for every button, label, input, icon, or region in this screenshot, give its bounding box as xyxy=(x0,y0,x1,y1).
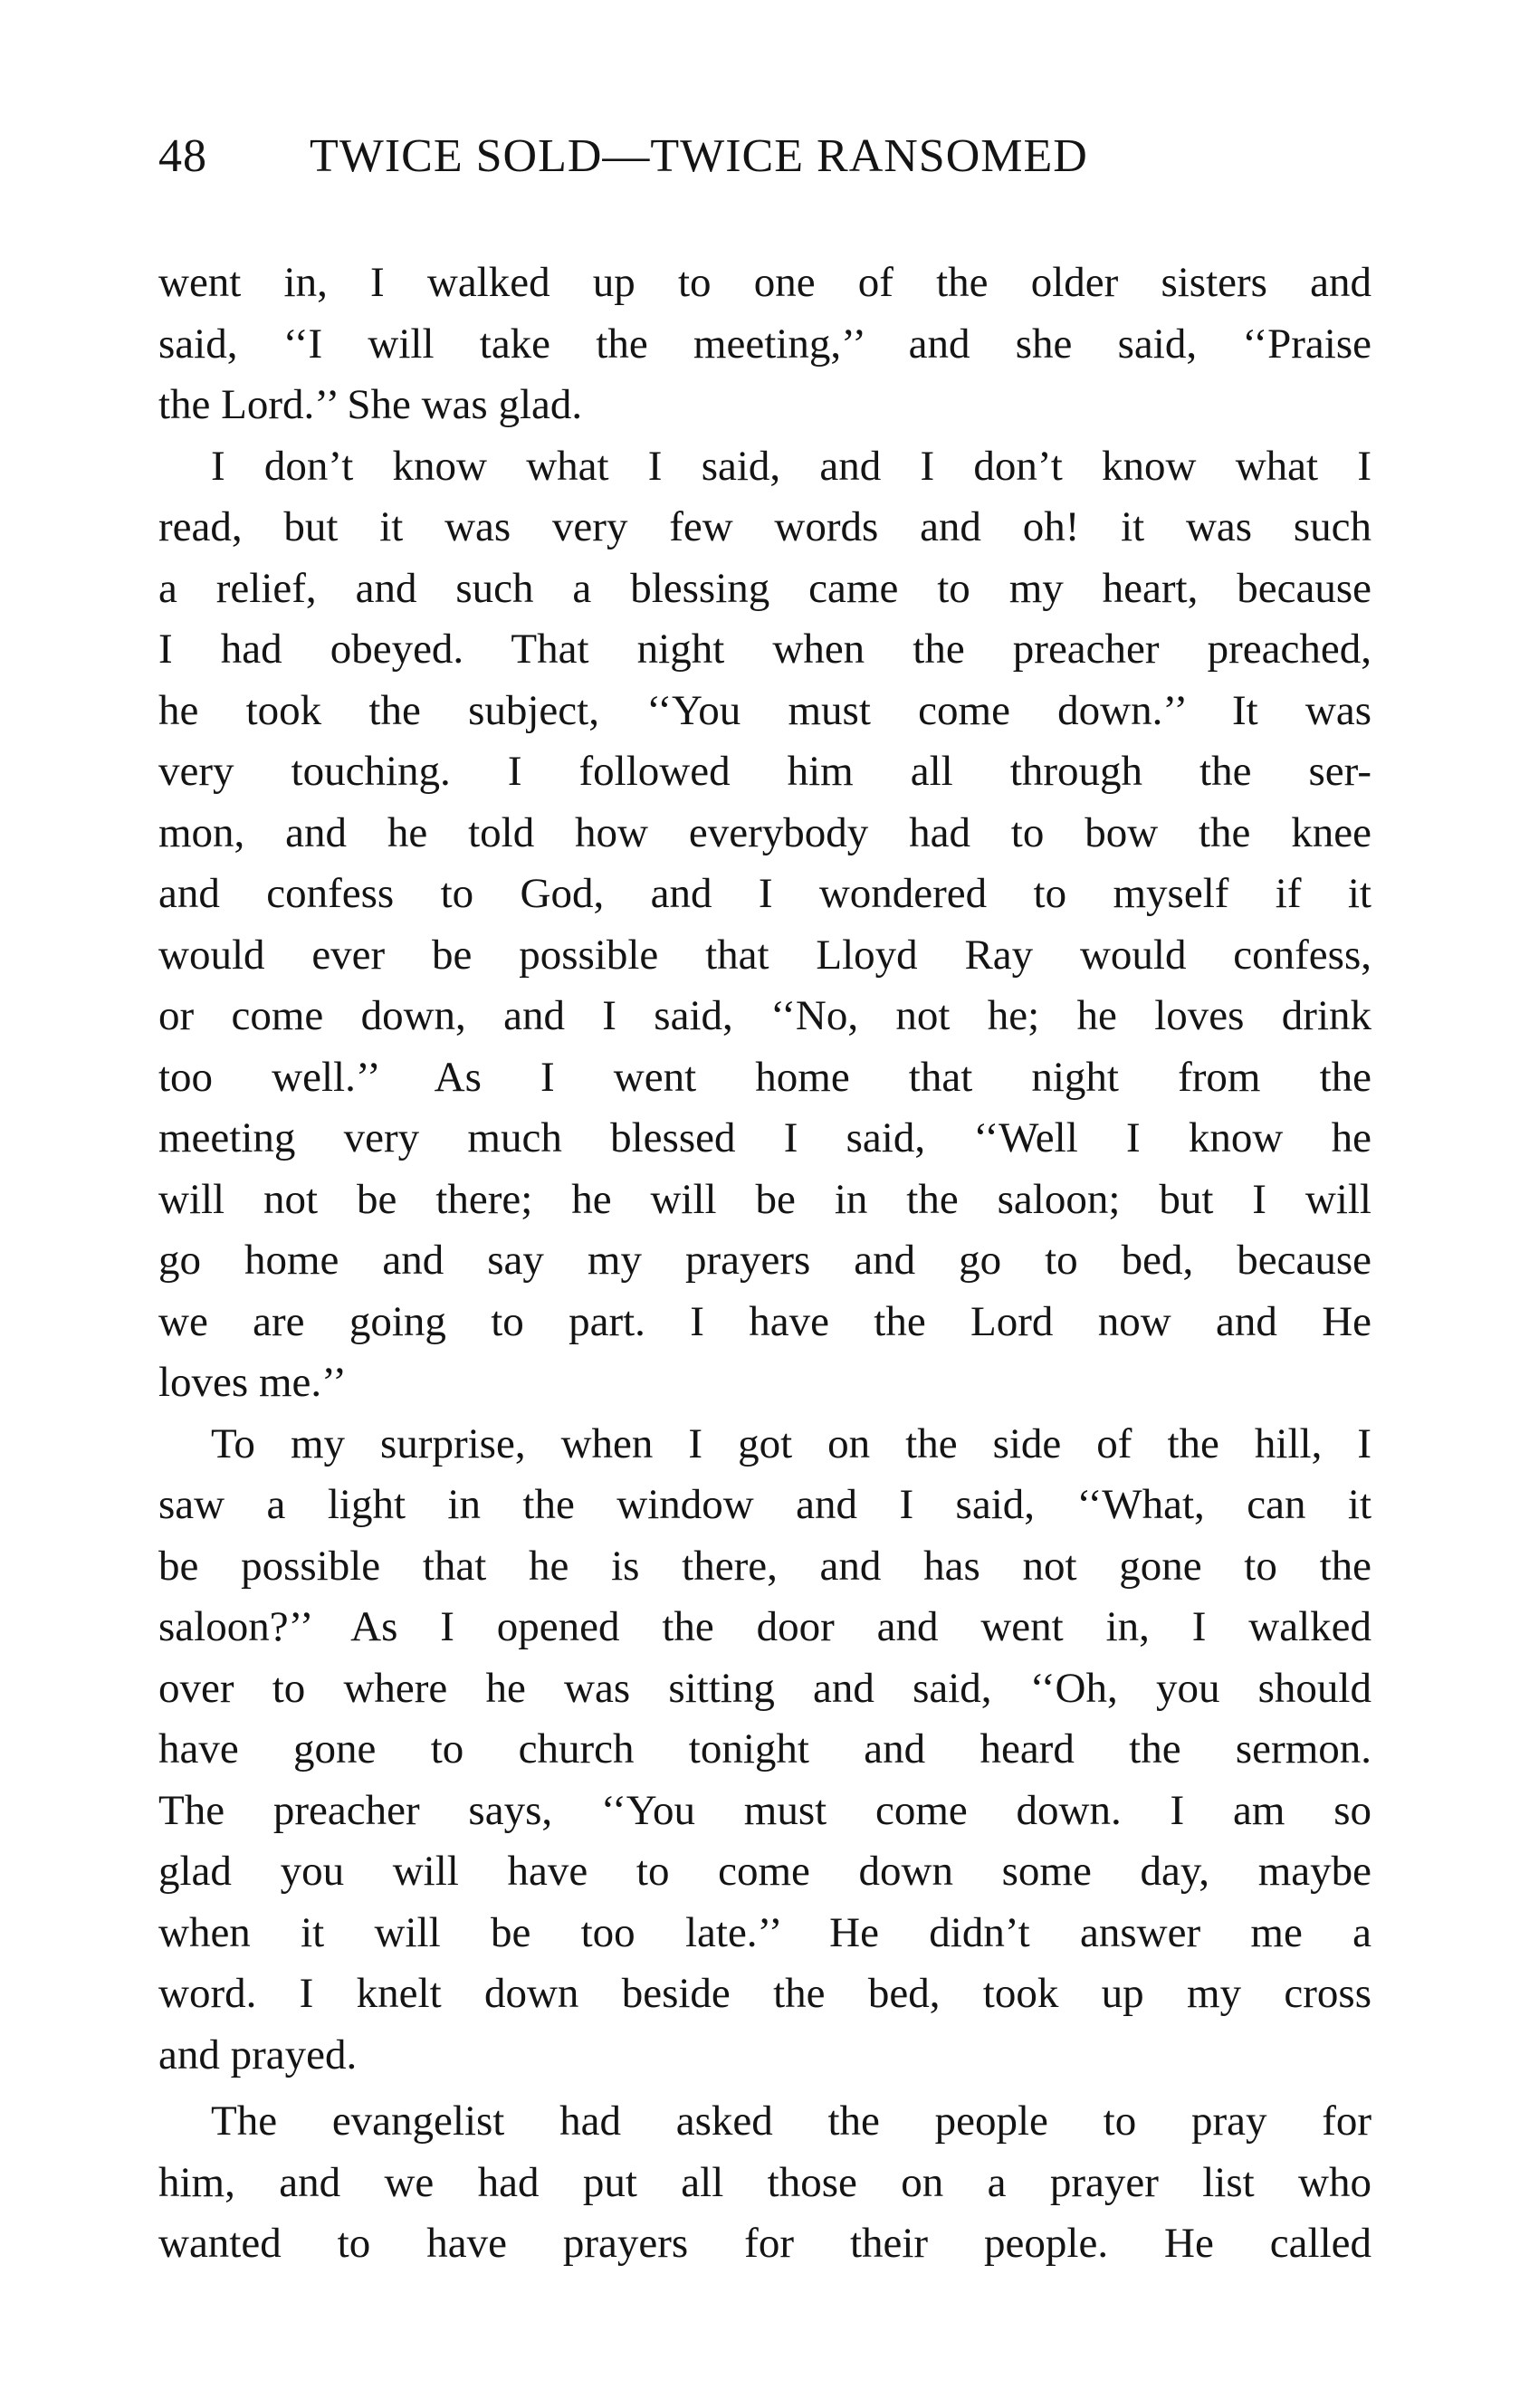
text-line: will not be there; he will be in the saloon; but I will xyxy=(158,1175,1371,1223)
text-line: we are going to part. I have the Lord now and He xyxy=(158,1297,1371,1345)
text-line: a relief, and such a blessing came to my heart, because xyxy=(158,564,1371,612)
body-text xyxy=(158,253,1371,2275)
text-line: read, but it was very few words and oh! it was such xyxy=(158,503,1371,550)
text-line: loves me.’’ xyxy=(158,1359,347,1406)
text-line: would ever be possible that Lloyd Ray would confess, xyxy=(158,931,1371,979)
text-line: over to where he was sitting and said, ‘‘Oh, you should xyxy=(158,1664,1371,1712)
text-line: and prayed. xyxy=(158,2031,358,2078)
text-line: mon, and he told how everybody had to bow the knee xyxy=(158,808,1371,856)
text-line: him, and we had put all those on a prayer list who xyxy=(158,2158,1371,2206)
text-line: wanted to have prayers for their people. He called xyxy=(158,2220,1371,2267)
running-head xyxy=(158,125,1371,188)
text-line: said, ‘‘I will take the meeting,’’ and she said, ‘‘Praise xyxy=(158,320,1371,368)
text-line: The evangelist had asked the people to pray for xyxy=(211,2097,1371,2145)
text-line: The preacher says, ‘‘You must come down. I am so xyxy=(158,1786,1371,1834)
text-line: saloon?’’ As I opened the door and went in, I walked xyxy=(158,1603,1371,1650)
text-line: and confess to God, and I wondered to myself if it xyxy=(158,870,1371,917)
text-line: the Lord.’’ She was glad. xyxy=(158,381,583,428)
text-line: I don’t know what I said, and I don’t know what I xyxy=(211,442,1371,490)
text-line: To my surprise, when I got on the side of the hill, I xyxy=(211,1419,1371,1467)
text-line: too well.’’ As I went home that night from the xyxy=(158,1053,1371,1101)
text-line: very touching. I followed him all through the ser- xyxy=(158,748,1371,795)
text-line: when it will be too late.’’ He didn’t answer me a xyxy=(158,1908,1371,1956)
running-title: TWICE SOLD—TWICE RANSOMED xyxy=(310,130,1088,182)
text-line: went in, I walked up to one of the older sisters and xyxy=(158,259,1371,306)
text-line: word. I knelt down beside the bed, took up my cross xyxy=(158,1970,1371,2017)
text-line: I had obeyed. That night when the preacher preached, xyxy=(158,626,1371,673)
page-number: 48 xyxy=(158,130,207,182)
text-line: glad you will have to come down some day, maybe xyxy=(158,1848,1371,1895)
text-line: he took the subject, ‘‘You must come down.’’ It was xyxy=(158,686,1371,734)
text-line: have gone to church tonight and heard the sermon. xyxy=(158,1725,1371,1773)
text-line: or come down, and I said, ‘‘No, not he; he loves drink xyxy=(158,992,1371,1039)
text-line: go home and say my prayers and go to bed, because xyxy=(158,1237,1371,1284)
text-line: meeting very much blessed I said, ‘‘Well I know he xyxy=(158,1114,1371,1161)
text-line: saw a light in the window and I said, ‘‘What, can it xyxy=(158,1481,1371,1528)
text-line: be possible that he is there, and has not gone to the xyxy=(158,1542,1371,1590)
